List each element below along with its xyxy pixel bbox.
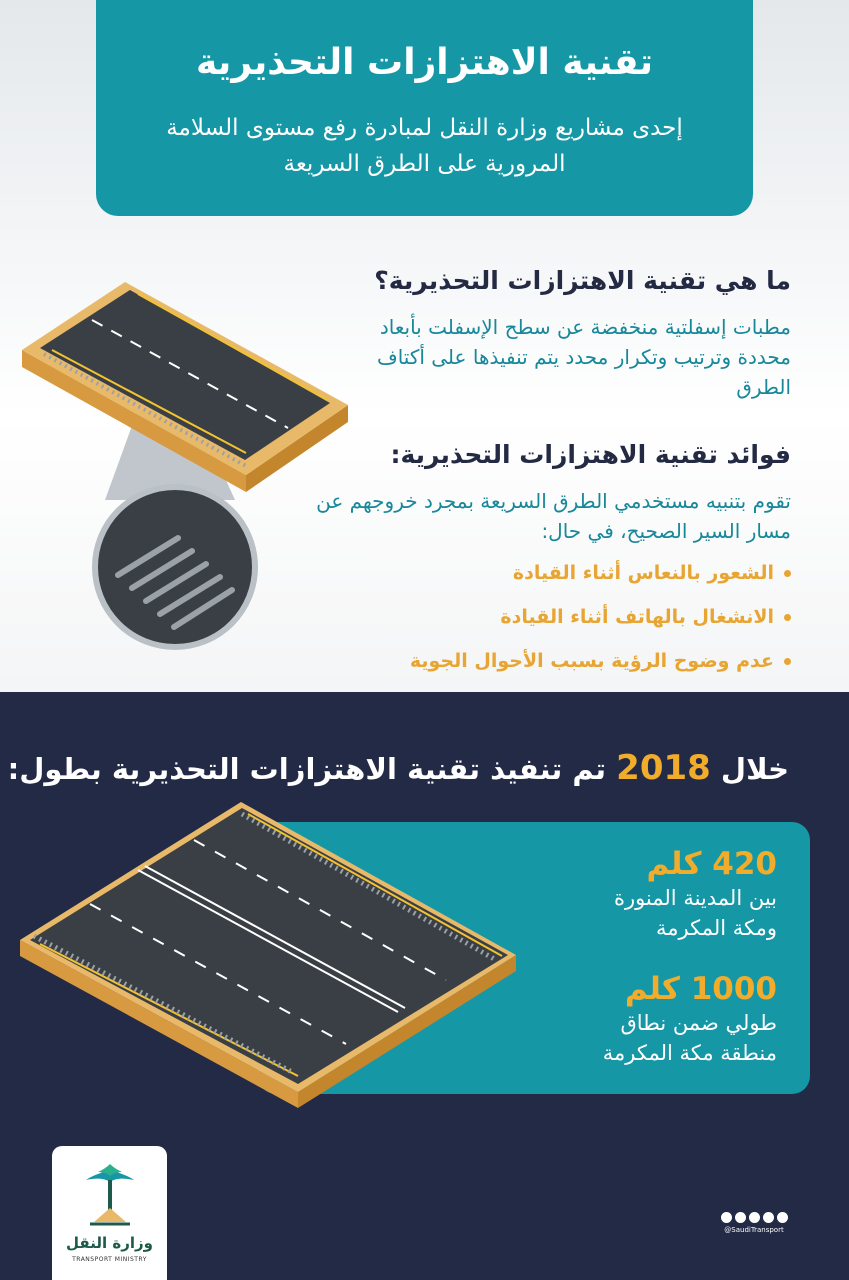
year-badge: 2018	[616, 748, 711, 788]
bullet-icon	[784, 658, 791, 665]
stat-item	[477, 970, 777, 1068]
ministry-logo	[52, 1146, 167, 1280]
bullet-icon	[784, 570, 791, 577]
stat-value: 420 كلم	[646, 846, 777, 882]
social-handle[interactable]: @SaudiTransport	[724, 1226, 784, 1234]
page-title: تقنية الاهتزازات التحذيرية	[195, 42, 654, 83]
benefits-list	[371, 560, 791, 692]
list-item: الشعور بالنعاس أثناء القيادة	[371, 560, 791, 604]
stat-desc: ومكة المكرمة	[656, 916, 777, 940]
stat-value: 1000 كلم	[624, 971, 777, 1007]
benefits-text: تقوم بتنبيه مستخدمي الطرق السريعة بمجرد خروجهم عن مسار السير الصحيح، في حال:	[316, 489, 791, 543]
list-item: عدم وضوح الرؤية بسبب الأحوال الجوية	[371, 648, 791, 692]
linkedin-icon[interactable]	[735, 1212, 746, 1223]
social-links	[709, 1212, 799, 1234]
stat-desc: طولي ضمن نطاق	[620, 1011, 777, 1035]
stat-desc: بين المدينة المنورة	[613, 886, 777, 910]
palm-icon	[80, 1160, 140, 1230]
list-item: الانشغال بالهاتف أثناء القيادة	[371, 604, 791, 648]
ministry-name: وزارة النقل	[66, 1234, 153, 1252]
instagram-icon[interactable]	[763, 1212, 774, 1223]
ministry-name-en: TRANSPORT MINISTRY	[72, 1256, 147, 1263]
what-text: مطبات إسفلتية منخفضة عن سطح الإسفلت بأبعاد محددة وترتيب وتكرار محدد يتم تنفيذها على أكتاف الطرق	[376, 315, 791, 399]
what-heading: ما هي تقنية الاهتزازات التحذيرية؟	[374, 266, 791, 295]
facebook-icon[interactable]	[749, 1212, 760, 1223]
header-banner	[96, 0, 753, 216]
stat-item	[477, 845, 777, 943]
youtube-icon[interactable]	[777, 1212, 788, 1223]
stat-desc: منطقة مكة المكرمة	[602, 1041, 777, 1065]
benefits-heading: فوائد تقنية الاهتزازات التحذيرية:	[390, 440, 791, 469]
implementation-heading: خلال 2018 تم تنفيذ تقنية الاهتزازات التحذيرية بطول:	[7, 748, 789, 788]
page-subtitle: إحدى مشاريع وزارة النقل لمبادرة رفع مستوى السلامة المرورية على الطرق السريعة	[166, 115, 683, 177]
road-illustration-bottom	[16, 800, 526, 1120]
twitter-icon[interactable]	[721, 1212, 732, 1223]
bullet-icon	[784, 614, 791, 621]
